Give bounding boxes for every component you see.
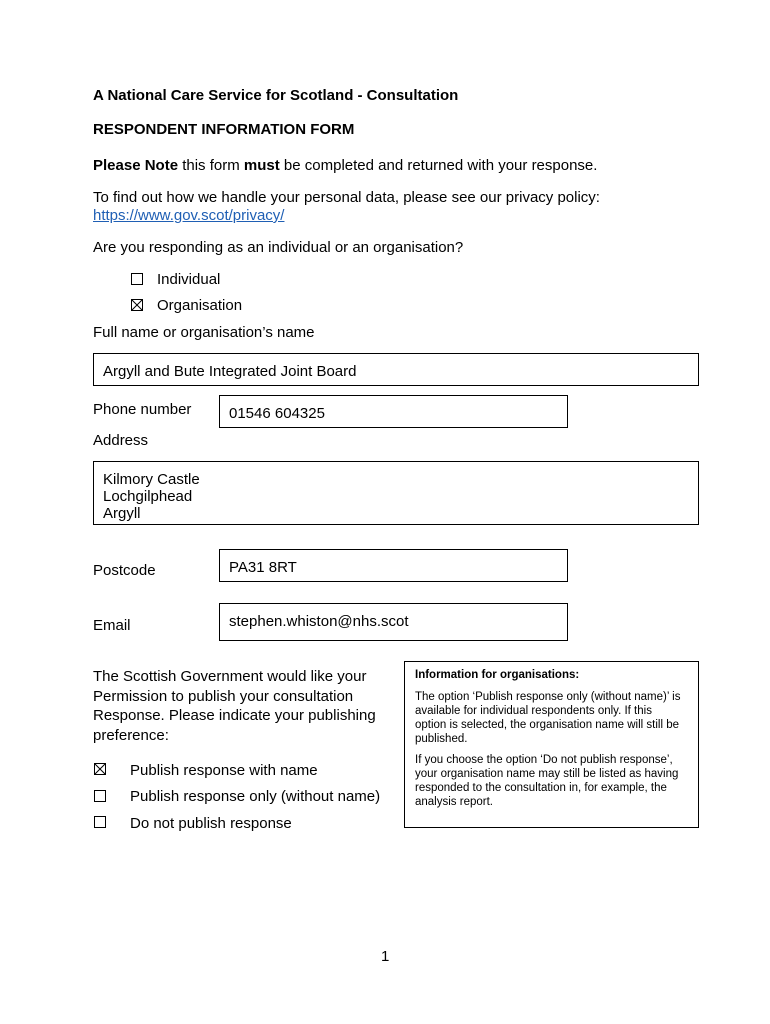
do-not-publish-label: Do not publish response xyxy=(130,815,292,832)
note-text-2: be completed and returned with your response. xyxy=(279,157,598,174)
address-label: Address xyxy=(93,432,149,449)
postcode-field[interactable] xyxy=(219,549,568,582)
note-text-1: this form xyxy=(178,157,244,174)
email-value: stephen.whiston@nhs.scot xyxy=(229,613,409,630)
page-number: 1 xyxy=(381,948,390,965)
publish-intro-line-2: Permission to publish your consultation xyxy=(93,687,354,705)
form-title: RESPONDENT INFORMATION FORM xyxy=(93,121,355,138)
email-field[interactable] xyxy=(219,603,568,641)
publish-without-name-label: Publish response only (without name) xyxy=(130,788,381,805)
organisation-info-box xyxy=(404,661,699,828)
publish-intro-line-1: The Scottish Government would like your xyxy=(93,668,367,685)
phone-label: Phone number xyxy=(93,401,192,418)
publish-intro xyxy=(93,667,376,745)
info-box-heading: Information for organisations: xyxy=(415,669,580,681)
checkbox-cross-icon xyxy=(132,300,142,310)
full-name-label: Full name or organisation’s name xyxy=(93,324,315,341)
publish-without-name-checkbox[interactable] xyxy=(94,790,106,802)
postcode-value: PA31 8RT xyxy=(229,559,297,576)
checkbox-cross-icon xyxy=(95,764,105,774)
do-not-publish-checkbox[interactable] xyxy=(94,816,106,828)
privacy-link[interactable]: https://www.gov.scot/privacy/ xyxy=(93,207,285,224)
full-name-value: Argyll and Bute Integrated Joint Board xyxy=(103,363,357,380)
email-label: Email xyxy=(93,617,131,634)
organisation-label: Organisation xyxy=(157,297,243,314)
info-box-paragraph-1: The option ‘Publish response only (without name)’ is available for individual respondents only. If this option is selected, the organisation name will still be published. xyxy=(415,691,681,745)
full-name-field[interactable] xyxy=(93,353,699,386)
phone-field[interactable] xyxy=(219,395,568,428)
document-title: A National Care Service for Scotland - Consultation xyxy=(93,87,459,104)
info-box-paragraph-2: If you choose the option ‘Do not publish response’, your organisation name may still be listed as having responded to the consultation in, for example, the analysis report. xyxy=(415,754,679,808)
organisation-checkbox[interactable] xyxy=(131,299,143,311)
publish-intro-line-4: preference: xyxy=(93,726,169,744)
individual-label: Individual xyxy=(157,271,221,288)
address-field[interactable] xyxy=(93,461,699,525)
address-line-1: Kilmory Castle xyxy=(103,471,200,488)
publish-with-name-label: Publish response with name xyxy=(130,762,318,779)
privacy-text: To find out how we handle your personal data, please see our privacy policy: xyxy=(93,189,600,206)
individual-checkbox[interactable] xyxy=(131,273,143,285)
note-bold-must: must xyxy=(243,157,280,174)
address-line-3: Argyll xyxy=(103,505,141,522)
phone-value: 01546 604325 xyxy=(229,405,325,422)
publish-intro-line-3: Response. Please indicate your publishing xyxy=(93,707,376,724)
responding-question: Are you responding as an individual or an organisation? xyxy=(93,239,464,256)
address-line-2: Lochgilphead xyxy=(103,488,193,505)
publish-with-name-checkbox[interactable] xyxy=(94,763,106,775)
note-bold-please: Please Note xyxy=(93,157,179,174)
note-paragraph xyxy=(93,157,597,174)
postcode-label: Postcode xyxy=(93,562,156,579)
